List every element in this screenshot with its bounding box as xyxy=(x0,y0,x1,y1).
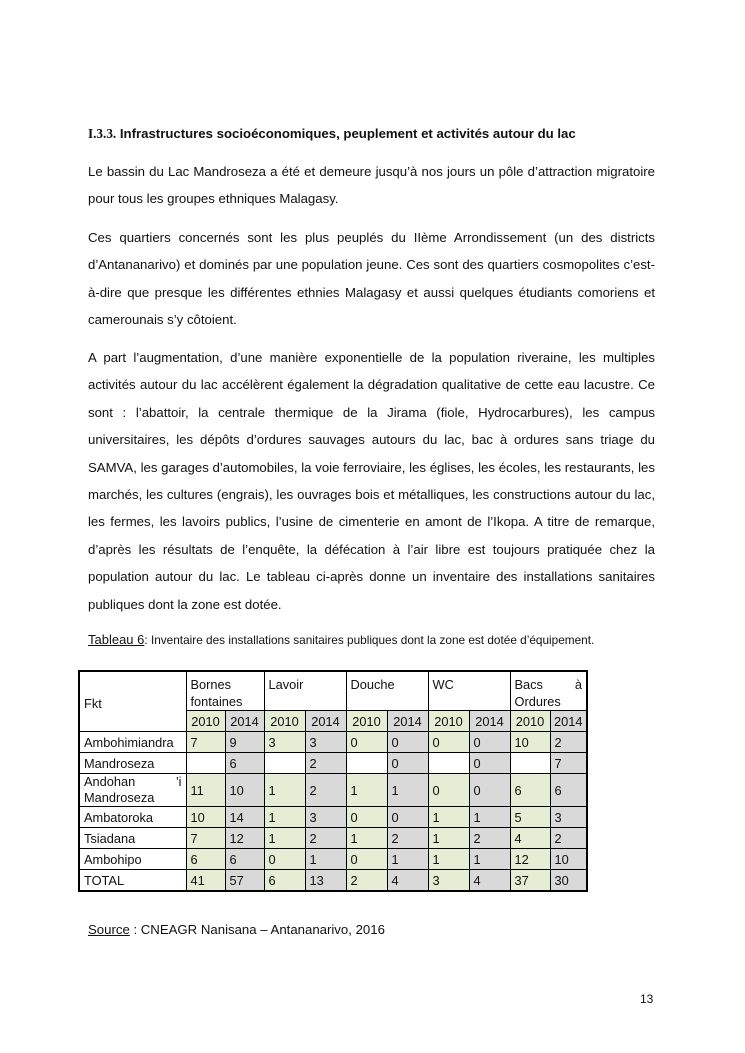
value-cell: 10 xyxy=(186,807,225,828)
table-row xyxy=(79,828,587,849)
value-cell: 5 xyxy=(510,807,550,828)
section-heading xyxy=(88,126,576,142)
fkt-name: Ambohimiandra xyxy=(79,732,186,753)
value-cell: 7 xyxy=(550,753,587,774)
value-cell: 1 xyxy=(264,774,305,807)
value-cell: 2 xyxy=(469,828,510,849)
table-row xyxy=(79,849,587,870)
header-douche: Douche xyxy=(346,671,428,711)
value-cell: 0 xyxy=(428,774,469,807)
value-cell: 9 xyxy=(225,732,264,753)
header-lavoir: Lavoir xyxy=(264,671,346,711)
value-cell: 1 xyxy=(264,807,305,828)
value-cell: 1 xyxy=(264,828,305,849)
value-cell: 57 xyxy=(225,870,264,892)
year-cell: 2014 xyxy=(305,711,346,732)
value-cell: 3 xyxy=(305,807,346,828)
value-cell: 0 xyxy=(346,807,387,828)
value-cell: 0 xyxy=(387,753,428,774)
value-cell: 0 xyxy=(428,732,469,753)
source-text: : CNEAGR Nanisana – Antananarivo, 2016 xyxy=(129,922,385,937)
fkt-name-part: ’i xyxy=(175,774,182,789)
year-cell: 2010 xyxy=(264,711,305,732)
value-cell: 7 xyxy=(186,732,225,753)
header-a-word: à xyxy=(574,677,582,692)
value-cell: 4 xyxy=(469,870,510,892)
value-cell: 30 xyxy=(550,870,587,892)
value-cell: 1 xyxy=(305,849,346,870)
value-cell: 2 xyxy=(346,870,387,892)
value-cell: 0 xyxy=(469,753,510,774)
value-cell: 0 xyxy=(469,774,510,807)
value-cell: 3 xyxy=(428,870,469,892)
value-cell: 12 xyxy=(510,849,550,870)
header-fkt: Fkt xyxy=(79,671,186,732)
value-cell: 4 xyxy=(510,828,550,849)
header-ordures-word: Ordures xyxy=(514,694,561,709)
value-cell: 12 xyxy=(225,828,264,849)
year-cell: 2010 xyxy=(346,711,387,732)
value-cell: 11 xyxy=(186,774,225,807)
header-bornes-fontaines: Bornes fontaines xyxy=(186,671,264,711)
source-label: Source xyxy=(88,922,130,937)
value-cell: 6 xyxy=(225,753,264,774)
year-cell: 2014 xyxy=(469,711,510,732)
value-cell: 7 xyxy=(186,828,225,849)
fkt-name: Mandroseza xyxy=(79,753,186,774)
value-cell: 0 xyxy=(387,807,428,828)
table-source xyxy=(88,922,385,937)
value-cell: 10 xyxy=(225,774,264,807)
value-cell xyxy=(428,753,469,774)
page-number: 13 xyxy=(640,992,654,1006)
value-cell: 10 xyxy=(510,732,550,753)
fkt-name: Tsiadana xyxy=(79,828,186,849)
table-row xyxy=(79,753,587,774)
value-cell: 4 xyxy=(387,870,428,892)
header-bacs-ordures xyxy=(510,671,587,711)
value-cell: 41 xyxy=(186,870,225,892)
fkt-name: Ambatoroka xyxy=(79,807,186,828)
table-caption-label: Tableau 6 xyxy=(88,632,145,647)
fkt-name-part: Mandroseza xyxy=(84,790,155,805)
value-cell: 0 xyxy=(469,732,510,753)
fkt-name: TOTAL xyxy=(79,870,186,892)
paragraph-1: Le bassin du Lac Mandroseza a été et demeure jusqu’à nos jours un pôle d’attraction migratoire pour tous les groupes ethniques Malagasy. xyxy=(88,164,655,207)
value-cell: 1 xyxy=(387,849,428,870)
paragraph-3: A part l’augmentation, d’une manière exponentielle de la population riveraine, les multiples activités autour du lac accélèrent également la dégradation qualitative de cette eau lacustre. Ce sont : l’abattoir, la centrale thermique de la Jirama (fiole, Hydrocarbures), les campus universitaires, les dépôts d’ordures sauvages autours du lac, bac à ordures sans triage du SAMVA, les garages d’automobiles, la voie ferroviaire, les églises, les écoles, les restaurants, les marchés, les cultures (engrais), les ouvrages bois et métalliques, les constructions autour du lac, les fermes, les lavoirs publics, l’usine de cimenterie en amont de l’Ikopa. A titre de remarque, d’après les résultats de l’enquête, la défécation à l’air libre est toujours pratiquée chez la population autour du lac. Le tableau ci-après donne un inventaire des installations sanitaires publiques dont la zone est dotée. xyxy=(88,350,655,612)
header-wc: WC xyxy=(428,671,510,711)
fkt-name-part: Andohan xyxy=(84,774,136,789)
value-cell: 1 xyxy=(346,828,387,849)
fkt-name xyxy=(79,774,186,807)
value-cell: 3 xyxy=(305,732,346,753)
year-cell: 2010 xyxy=(510,711,550,732)
value-cell: 0 xyxy=(346,849,387,870)
value-cell: 6 xyxy=(186,849,225,870)
paragraph-2: Ces quartiers concernés sont les plus peuplés du IIème Arrondissement (un des districts d’Antananarivo) et dominés par une population jeune. Ces sont des quartiers cosmopolites c’est-à-dire que presque les différentes ethnies Malagasy et aussi quelques étudiants comoriens et camerounais s’y côtoient. xyxy=(88,230,655,328)
value-cell: 10 xyxy=(550,849,587,870)
value-cell: 1 xyxy=(428,849,469,870)
value-cell: 6 xyxy=(264,870,305,892)
table-total-row xyxy=(79,870,587,892)
value-cell: 37 xyxy=(510,870,550,892)
value-cell: 0 xyxy=(387,732,428,753)
value-cell: 1 xyxy=(387,774,428,807)
value-cell: 2 xyxy=(387,828,428,849)
sanitation-table xyxy=(78,670,588,892)
value-cell: 2 xyxy=(550,732,587,753)
value-cell xyxy=(186,753,225,774)
header-bacs-word: Bacs xyxy=(514,677,543,692)
value-cell: 13 xyxy=(305,870,346,892)
value-cell: 2 xyxy=(550,828,587,849)
year-cell: 2014 xyxy=(225,711,264,732)
value-cell: 2 xyxy=(305,828,346,849)
value-cell: 1 xyxy=(346,774,387,807)
year-cell: 2014 xyxy=(550,711,587,732)
value-cell: 3 xyxy=(264,732,305,753)
value-cell: 6 xyxy=(510,774,550,807)
value-cell xyxy=(346,753,387,774)
value-cell: 2 xyxy=(305,753,346,774)
value-cell: 1 xyxy=(469,849,510,870)
value-cell: 14 xyxy=(225,807,264,828)
table-caption xyxy=(88,632,594,647)
section-number: I.3.3. xyxy=(88,126,117,141)
table-header-row xyxy=(79,671,587,711)
value-cell: 1 xyxy=(428,807,469,828)
value-cell xyxy=(264,753,305,774)
value-cell: 1 xyxy=(428,828,469,849)
table-row xyxy=(79,774,587,807)
value-cell: 6 xyxy=(225,849,264,870)
table-caption-text: : Inventaire des installations sanitaires publiques dont la zone est dotée d’équipement. xyxy=(144,633,595,647)
value-cell: 0 xyxy=(264,849,305,870)
table-row xyxy=(79,732,587,753)
fkt-name: Ambohipo xyxy=(79,849,186,870)
value-cell: 6 xyxy=(550,774,587,807)
year-cell: 2014 xyxy=(387,711,428,732)
value-cell: 1 xyxy=(469,807,510,828)
section-title: Infrastructures socioéconomiques, peuplement et activités autour du lac xyxy=(119,126,576,141)
value-cell: 2 xyxy=(305,774,346,807)
year-cell: 2010 xyxy=(428,711,469,732)
year-cell: 2010 xyxy=(186,711,225,732)
table-row xyxy=(79,807,587,828)
value-cell xyxy=(510,753,550,774)
value-cell: 0 xyxy=(346,732,387,753)
value-cell: 3 xyxy=(550,807,587,828)
